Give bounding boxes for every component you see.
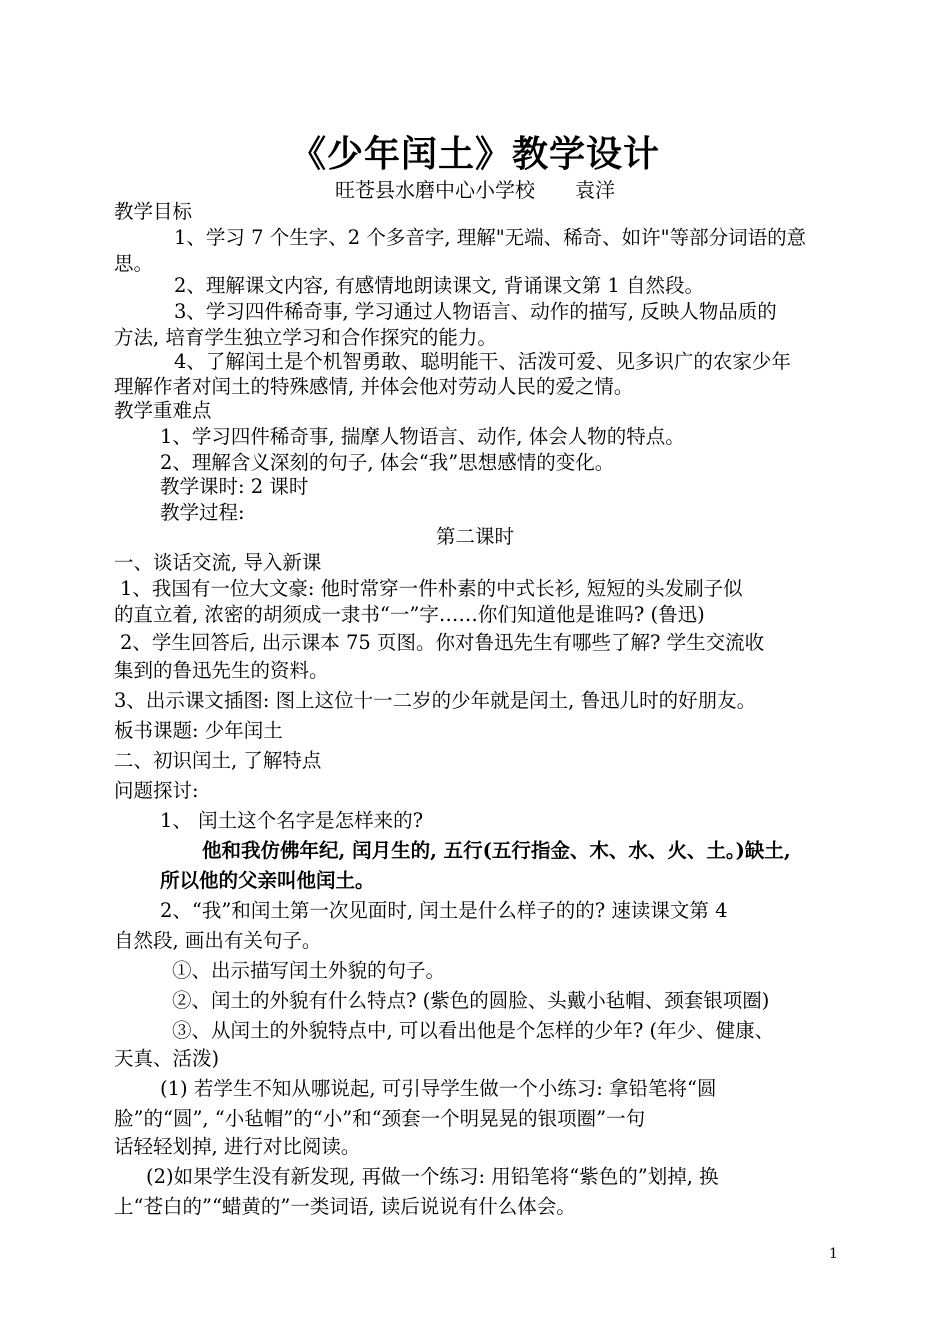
text-line: ③、从闰土的外貌特点中, 可以看出他是个怎样的少年? (年少、健康、 [172,1019,775,1042]
page-number: 1 [829,1246,838,1262]
document-title: 《少年闰土》教学设计 [289,133,660,175]
text-line: 3、出示课文插图: 图上这位十一二岁的少年就是闰土, 鲁迅儿时的好朋友。 [114,689,757,712]
text-line: 2、理解含义深刻的句子, 体会“我”思想感情的变化。 [160,451,615,474]
text-line: 1、我国有一位大文豪: 他时常穿一件朴素的中式长衫, 短短的头发刷子似 [120,577,743,600]
text-line: 1、学习四件稀奇事, 揣摩人物语言、动作, 体会人物的特点。 [160,425,685,448]
school-name: 旺苍县水磨中心小学校 [335,178,535,202]
text-line: 话轻轻划掉, 进行对比阅读。 [114,1135,361,1158]
text-line: 上“苍白的”“蜡黄的”一类词语, 读后说说有什么体会。 [114,1195,576,1218]
text-line: 所以他的父亲叫他闰土。 [160,869,375,892]
text-line: 教学重难点 [114,399,212,422]
text-line: 二、初识闰土, 了解特点 [114,749,322,772]
text-line: 2、理解课文内容, 有感情地朗读课文, 背诵课文第 1 自然段。 [174,274,705,297]
text-line: 1、 闰土这个名字是怎样来的? [160,809,424,832]
text-line: 问题探讨: [114,779,199,802]
text-line: 2、学生回答后, 出示课本 75 页图。你对鲁迅先生有哪些了解? 学生交流收 [120,631,765,654]
text-line: 1、学习 7 个生字、2 个多音字, 理解"无端、稀奇、如许"等部分词语的意 [174,226,807,249]
text-line: ①、出示描写闰土外貌的句子。 [172,959,446,982]
text-line: 教学过程: [160,501,245,524]
text-line: (1) 若学生不知从哪说起, 可引导学生做一个小练习: 拿铅笔将“圆 [160,1077,717,1100]
text-line: 一、谈话交流, 导入新课 [114,551,322,574]
text-line: 3、学习四件稀奇事, 学习通过人物语言、动作的描写, 反映人物品质的 [174,300,777,323]
text-line: 思。 [114,252,154,275]
text-line: 4、了解闰土是个机智勇敢、聪明能干、活泼可爱、见多识广的农家少年 [174,350,791,373]
text-line: 教学目标 [114,200,193,223]
text-line: ②、闰土的外貌有什么特点? (紫色的圆脸、头戴小毡帽、颈套银项圈) [172,989,770,1012]
text-line: 2、“我”和闰土第一次见面时, 闰土是什么样子的的? 速读课文第 4 [160,899,728,922]
text-line: 脸”的“圆”, “小毡帽”的“小”和“颈套一个明晃晃的银项圈”一句 [114,1107,646,1130]
text-line: 理解作者对闰土的特殊感情, 并体会他对劳动人民的爱之情。 [114,375,634,398]
text-line: 教学课时: 2 课时 [160,475,309,498]
text-line: 自然段, 画出有关句子。 [114,929,322,952]
author-name: 袁洋 [575,178,615,202]
text-line: 第二课时 [435,525,514,548]
text-line: 的直立着, 浓密的胡须成一隶书“一”字……你们知道他是谁吗? (鲁迅) [114,603,705,626]
text-line: 集到的鲁迅先生的资料。 [114,659,329,682]
text-line: 方法, 培育学生独立学习和合作探究的能力。 [114,326,497,349]
text-line: 他和我仿佛年纪, 闰月生的, 五行(五行指金、木、水、火、土。)缺土, [202,839,791,862]
text-line: (2)如果学生没有新发现, 再做一个练习: 用铅笔将“紫色的”划掉, 换 [146,1165,719,1188]
text-line: 板书课题: 少年闰土 [114,719,283,742]
text-line: 天真、活泼) [114,1047,220,1070]
